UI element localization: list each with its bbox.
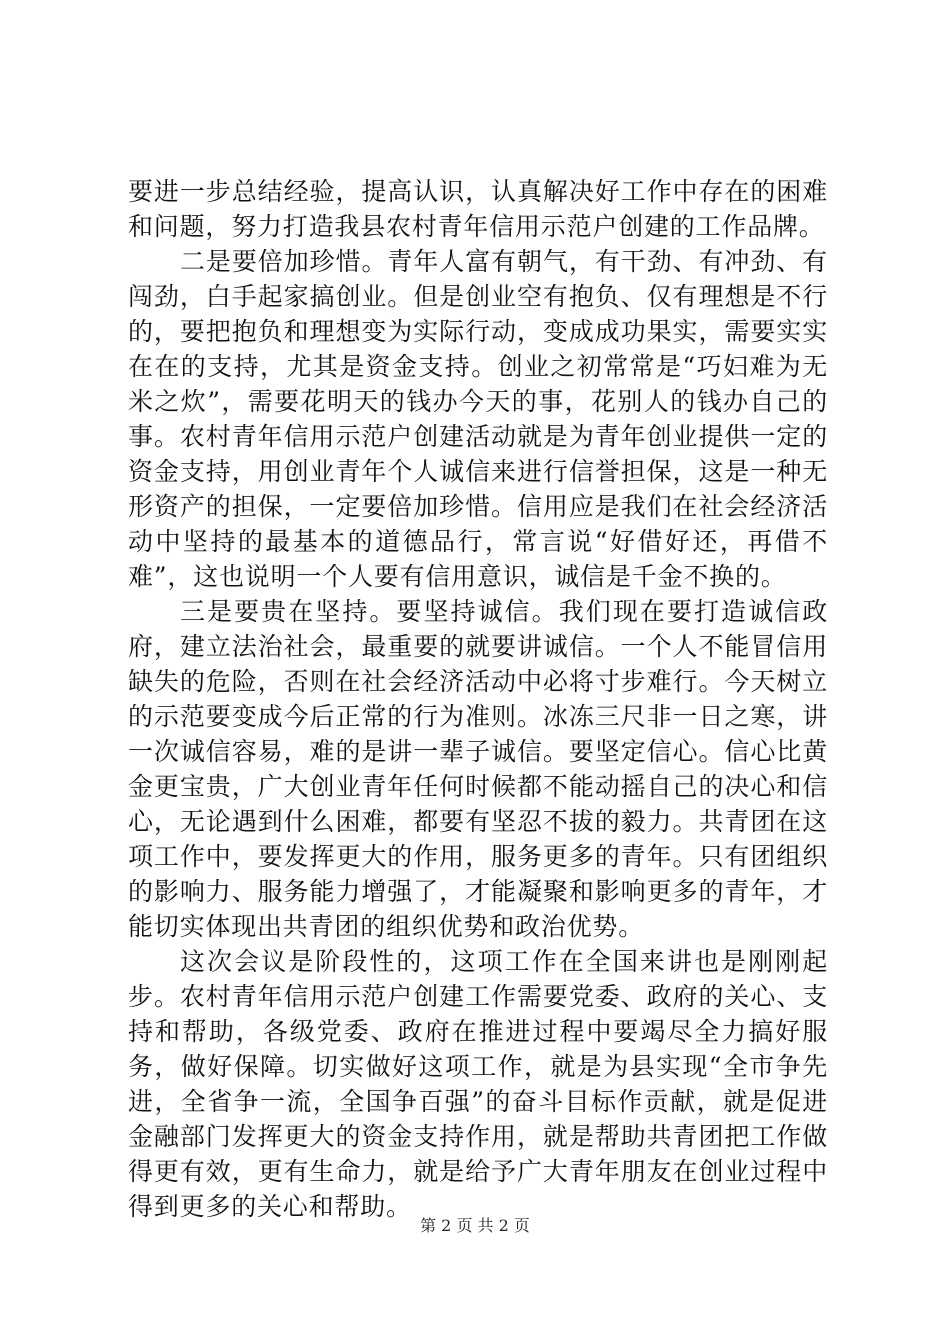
document-body: [128, 174, 828, 1224]
paragraph-point-three: 三是要贵在坚持。要坚持诚信。我们现在要打造诚信政府，建立法治社会，最重要的就要讲诚信。一个人不能冒信用缺失的危险，否则在社会经济活动中必将寸步难行。今天树立的示范要变成今后正常的行为准则。冰冻三尺非一日之寒，讲一次诚信容易，难的是讲一辈子诚信。要坚定信心。信心比黄金更宝贵，广大创业青年任何时候都不能动摇自己的决心和信心，无论遇到什么困难，都要有坚忍不拔的毅力。共青团在这项工作中，要发挥更大的作用，服务更多的青年。只有团组织的影响力、服务能力增强了，才能凝聚和影响更多的青年，才能切实体现出共青团的组织优势和政治优势。: [128, 597, 828, 941]
paragraph-point-two: 二是要倍加珍惜。青年人富有朝气，有干劲、有冲劲、有闯劲，白手起家搞创业。但是创业空有抱负、仅有理想是不行的，要把抱负和理想变为实际行动，变成成功果实，需要实实在在的支持，尤其是资金支持。创业之初常常是“巧妇难为无米之炊”，需要花明天的钱办今天的事，花别人的钱办自己的事。农村青年信用示范户创建活动就是为青年创业提供一定的资金支持，用创业青年个人诚信来进行信誉担保，这是一种无形资产的担保，一定要倍加珍惜。信用应是我们在社会经济活动中坚持的最基本的道德品行，常言说“好借好还，再借不难”，这也说明一个人要有信用意识，诚信是千金不换的。: [128, 247, 828, 591]
page-number-label: 第 2 页 共 2 页: [420, 1216, 530, 1235]
paragraph-continuation: 要进一步总结经验，提高认识，认真解决好工作中存在的困难和问题，努力打造我县农村青年信用示范户创建的工作品牌。: [128, 177, 828, 241]
paragraph-closing: 这次会议是阶段性的，这项工作在全国来讲也是刚刚起步。农村青年信用示范户创建工作需要党委、政府的关心、支持和帮助，各级党委、政府在推进过程中要竭尽全力搞好服务，做好保障。切实做好这项工作，就是为县实现“全市争先进，全省争一流，全国争百强”的奋斗目标作贡献，就是促进金融部门发挥更大的资金支持作用，就是帮助共青团把工作做得更有效，更有生命力，就是给予广大青年朋友在创业过程中得到更多的关心和帮助。: [128, 947, 828, 1221]
page-number-footer: [0, 1216, 950, 1236]
